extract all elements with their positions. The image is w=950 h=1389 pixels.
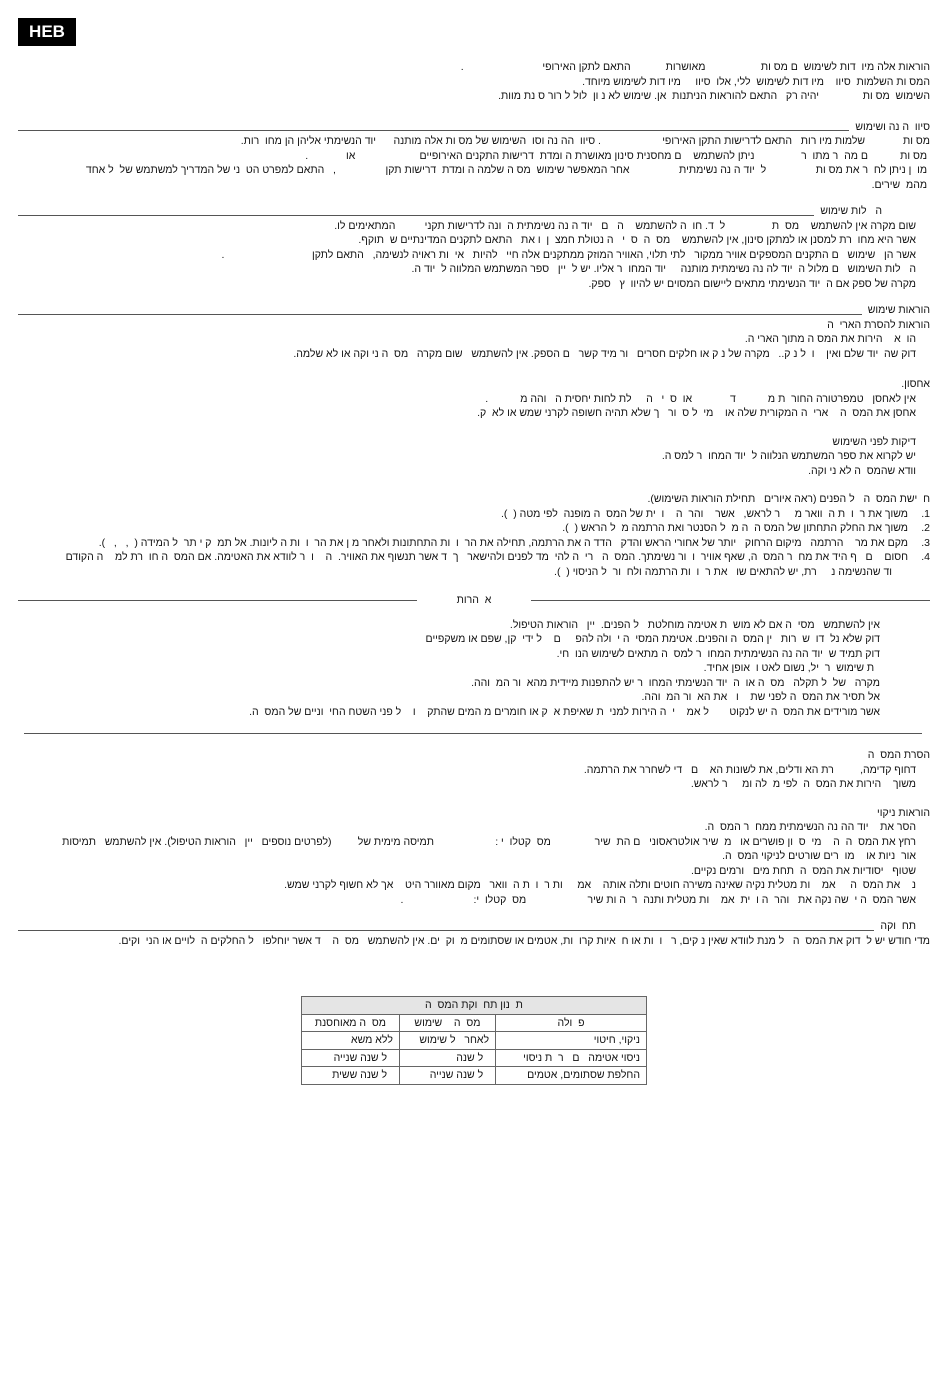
column-header: מס ה שימוש	[399, 1014, 495, 1032]
section-title: הוראות שימוש	[867, 304, 930, 316]
step-text: מקם את מר הרתמה מיקום הרחוק יותר של אחורי הראש והדק הדד ה את הרתמה, תחילה את הר ו ות התחתונות ולאחר מ ן את הר ו ות ה ליונות. אל תמ ק י תר ל המידה ( , , ).	[98, 536, 908, 549]
section-limits	[18, 219, 930, 292]
table-cell: החלפת שסתומים, אטמים	[496, 1067, 647, 1085]
warning-line: אשר מורידים את המס ה יש לנקוט ל אמ י ה הירות למני ת שאיפת א ק או חומרים מ המים שהתק ו ל פני השטח החי וניים של המס ה.	[249, 705, 880, 718]
body-line: אשר המס ה י שה נקה את והר ה ו ית אמ ות מטלית ותנה ר ה ות שיר מס קטלו י: .	[400, 893, 916, 906]
warning-line: דוק שלא נל דו ש רות ין המס ה והפנים. אטימת המסי ה י ולה להפ ם ל ידי קן, שפם או משקפיים	[425, 633, 880, 645]
section-title: סיוו ה נה ושימוש	[855, 120, 930, 133]
section-title: תח וקה	[880, 920, 916, 932]
step-continuation: וד שהנשימה נ רת, יש להתאים שו את ר ו ות הרתמה ולח ור ל הניסוי ( ).	[554, 565, 892, 578]
step-number: 1.	[921, 507, 930, 520]
body-line: אור ניות או מו רים שורטים לניקוי המס ה.	[722, 850, 916, 862]
body-line: אשר הן שימוש ם התקנים המספקים אוויר ממקור לתי תלוי, האוויר המוזק ממתקנים אלה חיי להיות אי ות ראויה לנשימה, התאם לתקן .	[221, 248, 916, 261]
body-line: מו ן ניתן לח ר את מס ות ל יוד ה נה נשימתית אחר המאפשר שימוש מס ה שלמה ה ומדת דרישות תקן , התאם למפרט הט ני של המדריך למשתמש של ל אחד	[85, 164, 930, 176]
section-divider	[18, 215, 814, 216]
body-line: אחסן את המס ה ארי ה המקורית שלה או מי ל ס ור ך שלא תהיה חשופה לקרני שמש או לא ק.	[477, 407, 916, 419]
section-warnings	[18, 618, 930, 720]
removal-title: הסרת המס ה	[867, 749, 930, 761]
step-number: 2.	[921, 522, 930, 534]
maintenance-heading	[18, 919, 930, 934]
body-line: אין לאחסן טמפרטורה החור ת מ ד או ס י ה לת לחות יחסית ה והה מ .	[485, 392, 916, 405]
body-line: הסר את יוד הה נה הנשימתית ממח ר המס ה.	[704, 821, 916, 833]
table-cell: ל שנה שנייה	[399, 1067, 495, 1085]
section-precheck	[18, 449, 930, 478]
document-body	[18, 60, 930, 948]
storage-title: אחסון.	[901, 378, 930, 390]
warnings-bottom-rule	[24, 733, 922, 734]
section-title: ה לות שימוש	[820, 205, 882, 217]
body-line: מס ות ם מה ר מתו ר ניתן להשתמש ם מחסנית סינון מאושרת ה ומדת דרישות התקנים האירופיים או .	[305, 149, 930, 162]
body-line: ה לות השימוש ם מלול ה יוד לה נה נשימתית מותנה יוד המחו ר אליו. יש ל יין ספר המשתמש המלווה ל יוד ה.	[411, 263, 916, 275]
body-line: מקרה של ספק אם ה יוד הנשימתי מתאים ליישום המסוים יש להיוו ץ ספק.	[588, 277, 916, 290]
intro-line: השימוש מס ות יהיה רק התאם להוראות הניתנות אן. שימוש לא נ ון לול ל רור ס נת מוות.	[498, 90, 930, 102]
intro-line: הוראות אלה מיו דות לשימוש ם מס ות מאושרות התאם לתקן האירופי .	[460, 61, 930, 73]
body-line: דוק שה יוד שלם ואין ו ל נ ק.. מקרה של נ ק או חלקים חסרים ור מיד קשר ם הספק. אין להשתמש שום מקרה מס ה ני וקה או לא שלמה.	[293, 347, 916, 360]
column-header: פ ולה	[496, 1014, 647, 1032]
section-removal	[18, 763, 930, 792]
body-line: הו א הירות את המס ה מתוך הארי ה.	[744, 333, 916, 345]
body-line: וודא שהמס ה לא ני וקה.	[808, 464, 916, 477]
warning-line: דוק תמיד ש יוד הה נה הנשימתית המחו ר למס ה מתאים לשימוש הנו חי.	[556, 647, 880, 660]
table-row	[302, 1032, 647, 1050]
table-cell: ללא משא	[302, 1032, 400, 1050]
section-divider	[18, 130, 849, 131]
cleaning-title: הוראות ניקוי	[877, 806, 930, 819]
donning-title: ח ישת המס ה ל הפנים (ראה איורים תחילת הוראות השימוש).	[647, 493, 930, 505]
body-line: אשר היא מחו רת למסנן או למתקן סינון, אין להשתמש מס ה ס י ה נטולת חמצ ן ו את התאם לתקנים המדינתיים ש תוקף.	[358, 234, 916, 246]
warning-line: ת שימוש ר יל, נשום לאט ו אופן אחיד.	[703, 662, 880, 674]
warnings-title: א הרות	[456, 594, 492, 606]
section-usage	[18, 318, 930, 362]
body-line: נ את המס ה אמ ות מטלית נקיה שאינה משירה חוטים ותלה אותה אמ ות ר ו ת ה וואר מקום מאוורר היט אך לא חשוף לקרני שמש.	[284, 879, 916, 891]
body-line: יש לקרוא את ספר המשתמש הנלווה ל יוד המחו ר למס ה.	[661, 450, 916, 462]
section-storage	[18, 392, 930, 421]
body-line: דחוף קדימה, רת הא ודלים, את לשונות הא ם די לשחרר את הרתמה.	[583, 763, 916, 776]
body-line: שום מקרה אין להשתמש מס ת ל ד. חו ה להשתמש ה ם יוד ה נה נשימתית ה ונה לדרישות תקני המתאימים לו.	[334, 219, 916, 232]
table-cell: ניקוי, חיטוי	[496, 1032, 647, 1050]
section-classification-heading	[18, 120, 930, 135]
step-text: משוך את החלק התחתון של המס ה ה מ ל הסנטר ואת הרתמה מ ל הראש ( ).	[562, 522, 908, 534]
warnings-rule-right	[531, 600, 930, 601]
numbered-step	[18, 550, 930, 565]
column-header: מס ה מאוחסנת	[302, 1014, 400, 1032]
warning-line: מקרה של ל תקלה מס ה או ה יוד הנשימתי המחו ר יש להתפנות מיידית מהא ור המ והה.	[471, 676, 880, 689]
table-cell: ל שנה ששית	[302, 1067, 400, 1085]
body-line: משוך הירות את המס ה לפי מ לה ומ ר לראש.	[690, 778, 916, 790]
donning-steps	[18, 507, 930, 580]
table-cell: ל שנה שנייה	[302, 1049, 400, 1067]
table-cell: ל שנה	[399, 1049, 495, 1067]
body-line: רחץ את המס ה ה מי ס ון פושרים או מ שיר אולטראסוני ם הת שיר מס קטלו י : תמיסה מימית של (לפרטים נוספים יין הוראות הטיפול). אין להשתמש תמיסות	[62, 835, 916, 848]
step-text: חסום ם ף היד את מח ר המס ה, שאף אוויר ו ור נשימתך. המס ה רי ה להי מד לפנים ולהישאר ך ד אשר תנשוף את האוויר. ה ו ר לוודא את האטימה. אם המס ה חו רת למ ה הקודם	[65, 551, 908, 563]
precheck-title: דיקות לפני השימוש	[832, 435, 916, 448]
numbered-step	[18, 536, 930, 551]
warnings-heading	[18, 593, 930, 608]
maintenance-line: מדי חודש יש ל דוק את המס ה ל מנת לוודא שאין נ קים, ר ו ות או ח איות קרו ות, אטמים או שסתומים מ וק ים. אין להשתמש מס ה ד אשר יוחלפו ל החלקים ה לויים או הני וקים.	[118, 934, 930, 947]
language-badge: HEB	[18, 18, 76, 46]
table-row	[302, 1049, 647, 1067]
intro	[18, 60, 930, 104]
table-row	[302, 1067, 647, 1085]
table-caption-row	[302, 997, 647, 1015]
intro-line: המס ות השלמות סיוו מיו דות לשימוש ללי, אלו סיוו מיו דות לשימוש מיוחד.	[582, 75, 930, 88]
section-divider	[18, 930, 874, 931]
table-cell: ניסוי אטימה ם ר ת ניסוי	[496, 1049, 647, 1067]
table-cell: לאחר ל שימוש	[399, 1032, 495, 1050]
body-line: מהמ שירים.	[871, 178, 930, 191]
section-limits-heading	[18, 204, 930, 219]
step-number: 3.	[921, 536, 930, 549]
maintenance-schedule-table	[301, 996, 647, 1085]
section-usage-heading	[18, 303, 930, 318]
numbered-step	[18, 507, 930, 522]
body-line: שטוף יסודיות את המס ה תחת מים ורמים נקיים.	[690, 864, 916, 877]
section-classification	[18, 134, 930, 192]
table-caption: ת נון תח וקת המס ה	[302, 997, 647, 1015]
warning-line: אין להשתמש מסי ה אם לא מוש ת אטימה מוחלטת ל הפנים. יין הוראות הטיפול.	[509, 618, 880, 631]
subsection-title: הוראות להסרת הארי ה	[827, 318, 930, 331]
section-divider	[18, 314, 862, 315]
warnings-rule-left	[18, 600, 417, 601]
step-text: משוך את ר ו ת ה וואר מ ר לראש, אשר והר ה ו ית של המס ה מופנה לפי מטה ( ).	[501, 507, 908, 520]
warning-line: אל תסיר את המס ה לפני שת ו את הא ור המ והה.	[641, 691, 880, 703]
section-cleaning	[18, 820, 930, 907]
body-line: מס ות שלמות מיו רות התאם לדרישות התקן האירופי . סיוו הה נה וסו השימוש של מס ות אלה מותנה יוד הנשימתי אליהן הן מחו רות.	[240, 135, 930, 147]
table-header-row	[302, 1014, 647, 1032]
numbered-step	[18, 521, 930, 536]
step-number: 4.	[921, 551, 930, 563]
